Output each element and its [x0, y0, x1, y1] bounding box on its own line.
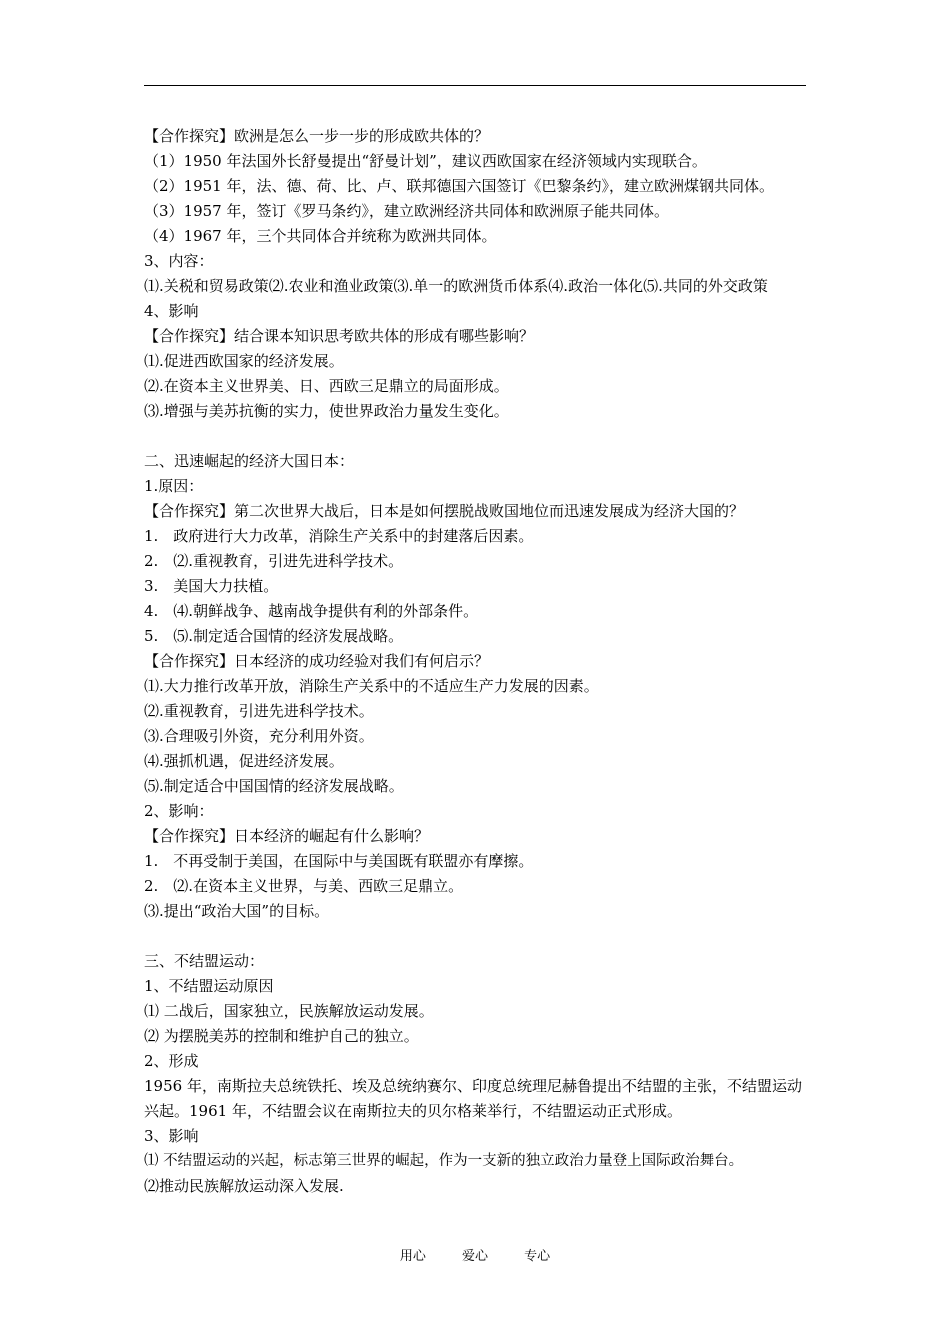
section-heading: 二、迅速崛起的经济大国日本： — [144, 452, 355, 470]
section-heading: 2、影响： — [144, 802, 214, 820]
list-item: ⑶.合理吸引外资，充分利用外资。 — [144, 727, 374, 745]
list-item: ⑷.强抓机遇，促进经济发展。 — [144, 752, 344, 770]
list-item: 5. ⑸.制定适合国情的经济发展战略。 — [144, 627, 404, 645]
footer-text: 用心 — [399, 1249, 426, 1264]
list-item: ⑵ 为摆脱美苏的控制和维护自己的独立。 — [144, 1027, 419, 1045]
list-item: 2. ⑵.重视教育，引进先进科学技术。 — [144, 552, 404, 570]
footer-text: 专心 — [524, 1249, 551, 1264]
section-heading: 4、影响 — [144, 302, 199, 320]
list-item: 4. ⑷.朝鲜战争、越南战争提供有利的外部条件。 — [144, 602, 479, 620]
paragraph-line: 【合作探究】结合课本知识思考欧共体的形成有哪些影响？ — [144, 327, 535, 345]
paragraph-line: 【合作探究】第二次世界大战后，日本是如何摆脱战败国地位而迅速发展成为经济大国的？ — [144, 502, 745, 520]
list-item: ⑴ 二战后，国家独立，民族解放运动发展。 — [144, 1002, 434, 1020]
section-heading: 1.原因： — [144, 477, 204, 495]
paragraph-line: 【合作探究】日本经济的成功经验对我们有何启示？ — [144, 652, 490, 670]
list-item: 1. 政府进行大力改革，消除生产关系中的封建落后因素。 — [144, 527, 534, 545]
footer-text: 爱心 — [461, 1249, 488, 1264]
section-heading: 三、不结盟运动： — [144, 952, 265, 970]
paragraph-line: 【合作探究】日本经济的崛起有什么影响？ — [144, 827, 430, 845]
document-body — [144, 124, 820, 1199]
paragraph-line: 1956 年，南斯拉夫总统铁托、埃及总统纳赛尔、印度总统理尼赫鲁提出不结盟的主张，不结盟运动兴起。1961 年，不结盟会议在南斯拉夫的贝尔格莱举行，不结盟运动正式形成。 — [144, 1077, 802, 1120]
paragraph-line: （1）1950 年法国外长舒曼提出“舒曼计划”，建议西欧国家在经济领域内实现联合。 — [144, 152, 707, 170]
list-item: ⑴.大力推行改革开放，消除生产关系中的不适应生产力发展的因素。 — [144, 677, 599, 695]
list-item: ⑸.制定适合中国国情的经济发展战略。 — [144, 777, 404, 795]
paragraph-line: （3）1957 年，签订《罗马条约》，建立欧洲经济共同体和欧洲原子能共同体。 — [144, 202, 669, 220]
section-heading: 3、内容： — [144, 252, 214, 270]
section-heading: 2、形成 — [144, 1052, 199, 1070]
list-item: ⑵推动民族解放运动深入发展. — [144, 1177, 344, 1195]
list-item: 1. 不再受制于美国，在国际中与美国既有联盟亦有摩擦。 — [144, 852, 534, 870]
blank-line — [144, 924, 820, 949]
list-item: ⑶.提出“政治大国”的目标。 — [144, 902, 330, 920]
section-heading: 1、不结盟运动原因 — [144, 977, 274, 995]
paragraph-line: （4）1967 年，三个共同体合并统称为欧洲共同体。 — [144, 227, 497, 245]
paragraph-line: （2）1951 年，法、德、荷、比、卢、联邦德国六国签订《巴黎条约》，建立欧洲煤钢共同体。 — [144, 177, 774, 195]
paragraph-line: ⑵.在资本主义世界美、日、西欧三足鼎立的局面形成。 — [144, 377, 509, 395]
paragraph-line: ⑴.关税和贸易政策⑵.农业和渔业政策⑶.单一的欧洲货币体系⑷.政治一体化⑸.共同的外交政策 — [144, 277, 768, 295]
header-rule — [144, 85, 806, 86]
paragraph-line: 【合作探究】欧洲是怎么一步一步的形成欧共体的？ — [144, 127, 490, 145]
list-item: 2. ⑵.在资本主义世界，与美、西欧三足鼎立。 — [144, 877, 464, 895]
paragraph-line: ⑶.增强与美苏抗衡的实力，使世界政治力量发生变化。 — [144, 402, 509, 420]
list-item: ⑴ 不结盟运动的兴起，标志第三世界的崛起，作为一支新的独立政治力量登上国际政治舞台。 — [144, 1153, 744, 1169]
list-item: 3. 美国大力扶植。 — [144, 577, 279, 595]
list-item: ⑵.重视教育，引进先进科学技术。 — [144, 702, 374, 720]
page-footer — [0, 1247, 950, 1267]
paragraph-line: ⑴.促进西欧国家的经济发展。 — [144, 352, 344, 370]
blank-line — [144, 424, 820, 449]
section-heading: 3、影响 — [144, 1127, 199, 1145]
